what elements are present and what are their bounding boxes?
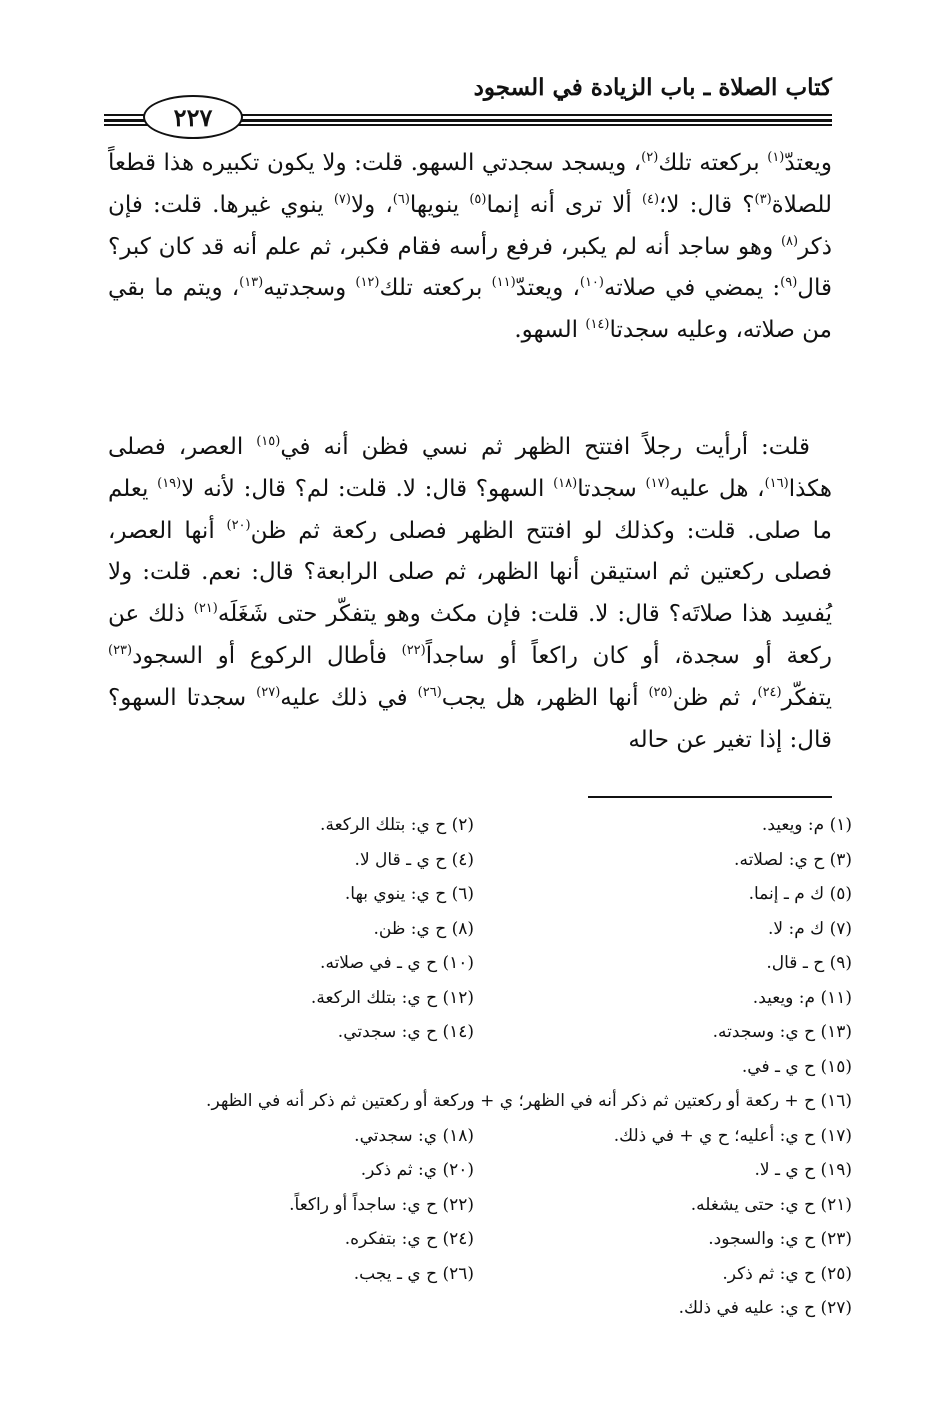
footnote-marker: (٢٣) <box>108 642 133 658</box>
footnote-entry: (٢٥) ح ي: ثم ذكر. <box>722 1263 852 1284</box>
text-run: السهو؟ قال: لا. قلت: لم؟ قال: لأنه لا <box>181 475 554 502</box>
footnote-row <box>96 912 852 947</box>
footnote-marker: (٢٧) <box>256 684 281 700</box>
paragraph-text <box>108 427 832 761</box>
text-run: بركعته تلك <box>379 275 492 302</box>
text-run: وهو ساجد أنه لم يكبر، فرفع رأسه فقام فكبر، ثم علم أنه قد كان كبر؟ قال <box>108 233 832 302</box>
footnote-entry: (٢١) ح ي: حتى يشغله. <box>690 1194 852 1215</box>
footnote-marker: (٧) <box>333 191 351 207</box>
text-run: فأطال الركوع أو السجود <box>132 642 402 669</box>
text-run: ويعتدّ <box>784 150 832 176</box>
footnote-entry: (٢) ح ي: بتلك الركعة. <box>320 815 474 836</box>
footnote-marker: (٥) <box>469 191 487 207</box>
footnote-marker: (٤) <box>641 191 660 207</box>
body-paragraph-1 <box>108 143 832 352</box>
footnote-entry: (٩) ح ـ قال. <box>766 953 852 974</box>
text-run: أنها العصر، فصلى ركعتين ثم استيقن أنها الظهر، ثم صلى الرابعة؟ قال: نعم. قلت: ولا يُفسِد هذا صلاتَه؟ قال: لا. قلت: فإن مكث وهو يتفكّر حتى شَغَلَه <box>108 517 832 628</box>
text-run: ؟ قال: لا؛ <box>659 191 755 218</box>
text-run: السهو. <box>514 317 586 344</box>
footnote-marker: (٨) <box>780 233 799 249</box>
text-run: وسجدتيه <box>263 275 356 302</box>
footnote-row <box>96 843 852 878</box>
footnote-row <box>96 981 852 1016</box>
footnote-marker: (١١) <box>491 275 516 291</box>
footnote-separator <box>588 796 832 798</box>
text-run: سجدتا السهو؟ قال: إذا تغير عن حاله <box>108 684 832 753</box>
footnote-row <box>96 1050 852 1085</box>
footnote-entry: (١) م: ويعيد. <box>761 815 852 836</box>
text-run: ذلك عن ركعة أو سجدة، أو كان راكعاً أو ساجداً <box>108 601 832 669</box>
text-run: ، هل عليه <box>669 475 765 502</box>
footnote-marker: (٢٠) <box>226 517 251 533</box>
footnote-marker: (١٣) <box>239 275 264 291</box>
footnote-entry: (٧) ك م: لا. <box>768 918 852 939</box>
footnote-entry: (٥) ك م ـ إنما. <box>748 884 852 905</box>
footnote-marker: (١٢) <box>355 275 380 291</box>
footnote-marker: (١٩) <box>157 475 182 491</box>
text-run: ، ويتم ما بقي من صلاته، وعليه سجدتا <box>108 275 832 344</box>
footnote-row <box>96 1153 852 1188</box>
footnote-row <box>96 1291 852 1326</box>
footnote-entry: (٤) ح ي ـ قال لا. <box>354 849 474 870</box>
footnote-entry: (٢٤) ح ي: بتفكره. <box>344 1229 474 1250</box>
footnote-entry: (١٨) ي: سجدتي. <box>354 1125 474 1146</box>
text-run: أنها الظهر، هل يجب <box>441 684 649 711</box>
footnote-marker: (١٦) <box>764 475 789 491</box>
text-run: ، ولا <box>350 191 393 218</box>
text-run: يعلم ما صلى. قلت: وكذلك لو افتتح الظهر فصلى ركعة ثم ظن <box>108 475 832 544</box>
footnote-entry: (١٥) ح ي ـ في. <box>741 1056 852 1077</box>
footnote-marker: (١٤) <box>585 317 610 333</box>
paragraph-text <box>108 143 832 352</box>
text-run: : يمضي في صلاته <box>604 275 781 302</box>
footnote-marker: (١٥) <box>256 434 281 449</box>
footnote-marker: (٣) <box>754 191 772 207</box>
text-run: ينويها <box>409 191 470 218</box>
footnote-row <box>96 1188 852 1223</box>
footnote-row <box>96 808 852 843</box>
footnote-row <box>96 1119 852 1154</box>
footnote-entry: (٨) ح ي: ظن. <box>373 918 474 939</box>
footnote-row <box>96 946 852 981</box>
footnote-entry: (٦) ح ي: ينوي بها. <box>344 884 474 905</box>
text-run: ، ثم ظن <box>672 684 758 711</box>
footnote-entry: (١٧) ح ي: أعليه؛ ح ي + في ذلك. <box>613 1125 852 1146</box>
text-run: ألا ترى أنه إنما <box>486 191 642 218</box>
footnote-marker: (٢٥) <box>648 684 673 700</box>
footnote-entry: (١٩) ح ي ـ لا. <box>754 1160 852 1181</box>
footnotes <box>96 808 852 1326</box>
footnote-row <box>96 1222 852 1257</box>
text-run: يتفكّر <box>781 684 832 711</box>
footnote-marker: (٦) <box>392 191 410 207</box>
page-number-badge <box>143 95 243 139</box>
footnote-entry: (٢٣) ح ي: والسجود. <box>708 1229 852 1250</box>
footnote-marker: (٩) <box>780 275 798 291</box>
page-header-title: كتاب الصلاة ـ باب الزيادة في السجود <box>473 74 832 101</box>
text-run: ، ويسجد سجدتي السهو. قلت: ولا يكون تكبيره هذا قطعاً للصلاة <box>108 150 832 218</box>
text-run: في ذلك عليه <box>280 684 418 711</box>
text-run: بركعته تلك <box>658 150 768 176</box>
footnote-entry: (١٦) ح + ركعة أو ركعتين ثم ذكر أنه في الظهر؛ ي + وركعة أو ركعتين ثم ذكر أنه في الظهر. <box>206 1091 852 1112</box>
footnote-row <box>96 877 852 912</box>
footnote-marker: (٢) <box>641 150 659 165</box>
footnote-entry: (٢٢) ح ي: ساجداً أو راكعاً. <box>289 1194 474 1215</box>
footnote-entry: (١٠) ح ي ـ في صلاته. <box>320 953 474 974</box>
footnote-entry: (١٢) ح ي: بتلك الركعة. <box>310 987 474 1008</box>
text-run: سجدتا <box>577 475 646 502</box>
footnote-entry: (١١) م: ويعيد. <box>752 987 852 1008</box>
footnote-row <box>96 1257 852 1292</box>
body-paragraph-2 <box>108 427 832 761</box>
text-run: قلت: أرأيت رجلاً افتتح الظهر ثم نسي فظن أنه في <box>280 434 811 460</box>
footnote-entry: (٢٠) ي: ثم ذكر. <box>360 1160 474 1181</box>
text-run: ينوي غيرها. قلت: فإن ذكر <box>108 191 832 260</box>
footnote-row <box>96 1084 852 1119</box>
footnote-entry: (١٣) ح ي: وسجدته. <box>712 1022 852 1043</box>
footnote-marker: (٢٦) <box>417 684 442 700</box>
footnote-marker: (١٠) <box>579 275 604 291</box>
text-run: ، ويعتدّ <box>515 275 580 302</box>
footnote-entry: (١٤) ح ي: سجدتي. <box>337 1022 474 1043</box>
footnote-marker: (١٧) <box>645 475 670 491</box>
text-run: العصر، فصلى هكذا <box>108 434 833 502</box>
page-number: ٢٢٧ <box>173 102 213 132</box>
footnote-marker: (٢١) <box>193 601 218 617</box>
footnote-row <box>96 1015 852 1050</box>
footnote-marker: (٢٢) <box>401 642 426 658</box>
footnote-marker: (٢٤) <box>757 684 782 700</box>
footnote-marker: (١٨) <box>553 475 578 491</box>
footnote-marker: (١) <box>767 150 785 165</box>
footnote-entry: (٢٧) ح ي: عليه في ذلك. <box>678 1298 852 1319</box>
footnote-entry: (٢٦) ح ي ـ يجب. <box>353 1263 474 1284</box>
footnote-entry: (٣) ح ي: لصلاته. <box>734 849 852 870</box>
